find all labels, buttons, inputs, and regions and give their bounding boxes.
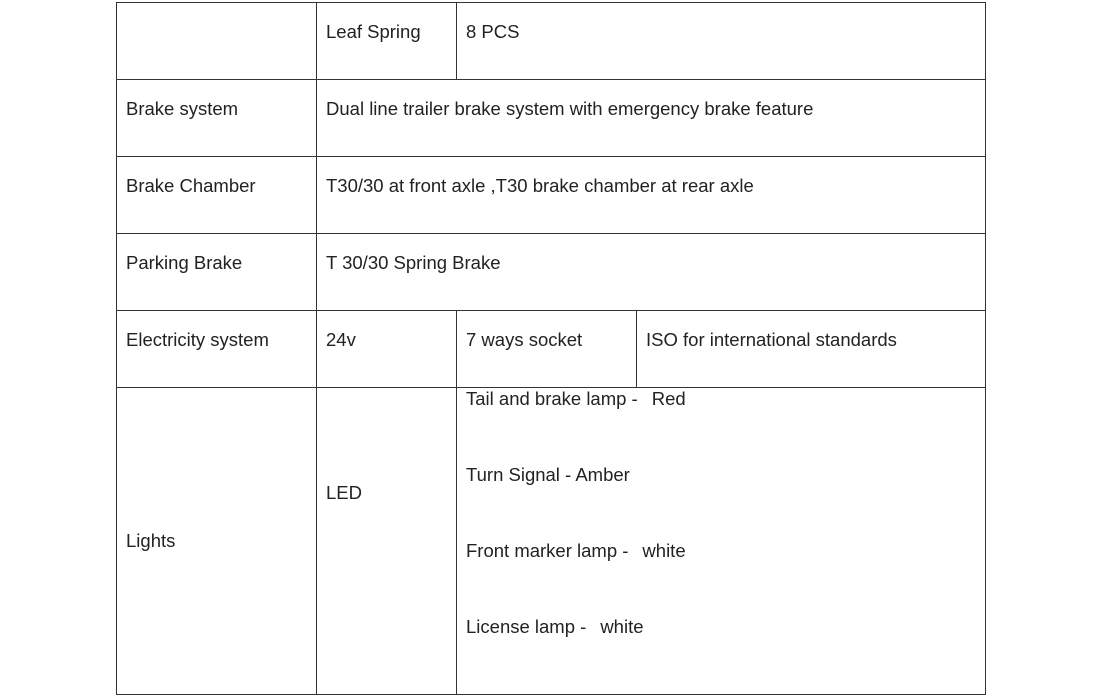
lamp-item (466, 616, 976, 656)
lamp-color: white (600, 616, 644, 637)
electricity-standard: ISO for international standards (637, 311, 986, 388)
table-row (117, 388, 986, 695)
lamp-name: Turn Signal - Amber (466, 464, 630, 485)
leaf-spring-value: 8 PCS (457, 3, 986, 80)
table-row (117, 80, 986, 157)
lamp-item (466, 464, 976, 540)
electricity-socket: 7 ways socket (457, 311, 637, 388)
parking-brake-value: T 30/30 Spring Brake (317, 234, 986, 311)
table-row (117, 311, 986, 388)
brake-system-label: Brake system (117, 80, 317, 157)
table-row (117, 157, 986, 234)
lamp-color: white (642, 540, 686, 561)
lights-lamp-list (457, 388, 986, 695)
table-row (117, 3, 986, 80)
table-row (117, 234, 986, 311)
lamp-item (466, 540, 976, 616)
brake-chamber-value: T30/30 at front axle ,T30 brake chamber at rear axle (317, 157, 986, 234)
parking-brake-label: Parking Brake (117, 234, 317, 311)
lamp-name: Front marker lamp - (466, 540, 629, 561)
row-label-empty (117, 3, 317, 80)
brake-chamber-label: Brake Chamber (117, 157, 317, 234)
lights-label: Lights (117, 388, 317, 695)
spec-table (116, 2, 986, 695)
brake-system-value: Dual line trailer brake system with emergency brake feature (317, 80, 986, 157)
leaf-spring-label: Leaf Spring (317, 3, 457, 80)
lamp-item (466, 388, 976, 464)
lamp-name: License lamp - (466, 616, 587, 637)
electricity-label: Electricity system (117, 311, 317, 388)
lights-type: LED (317, 388, 457, 695)
lamp-color: Red (651, 388, 686, 409)
lamp-name: Tail and brake lamp - (466, 388, 638, 409)
electricity-voltage: 24v (317, 311, 457, 388)
